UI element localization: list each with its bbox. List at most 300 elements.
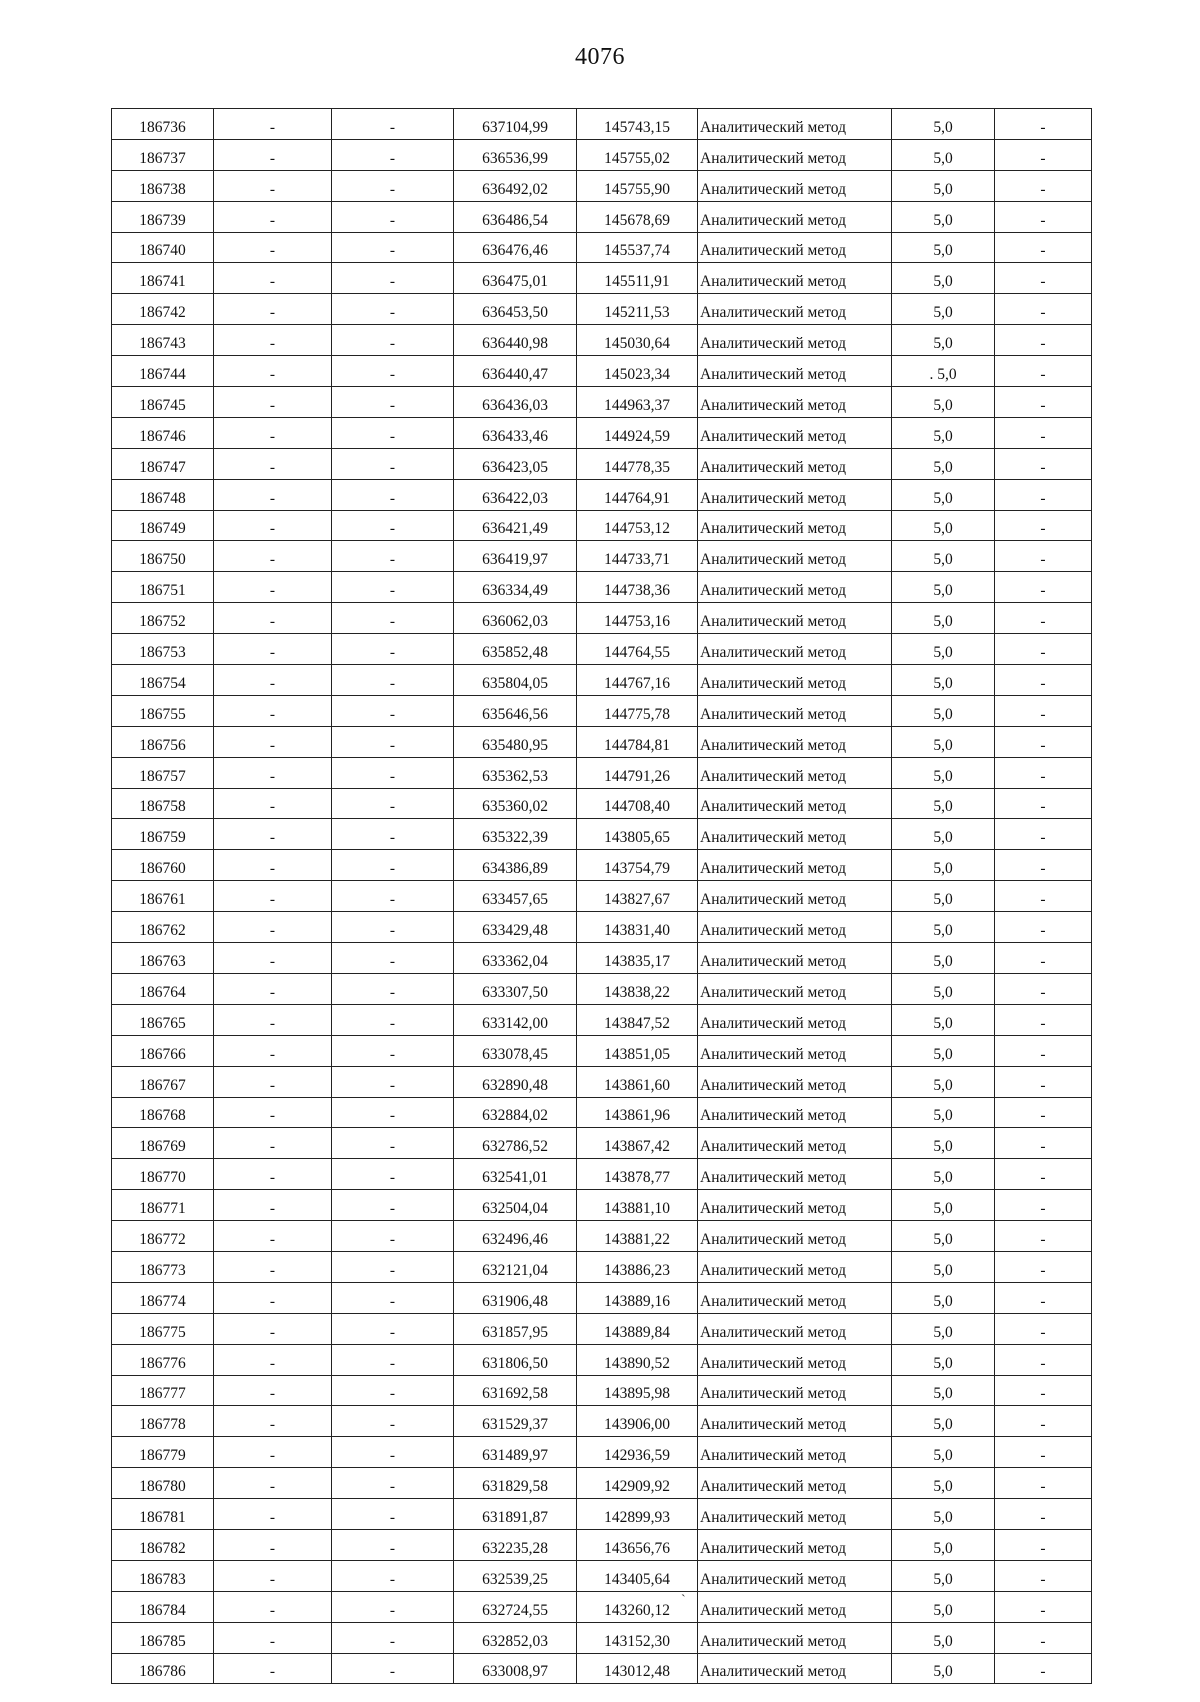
table-row bbox=[112, 201, 1092, 232]
method-cell: Аналитический метод bbox=[698, 788, 892, 819]
method-cell: Аналитический метод bbox=[698, 912, 892, 943]
empty-value-cell: - bbox=[214, 263, 332, 294]
point-id-cell: 186768 bbox=[112, 1097, 214, 1128]
method-cell: Аналитический метод bbox=[698, 757, 892, 788]
empty-value-cell: - bbox=[214, 973, 332, 1004]
x-coordinate-cell: 633078,45 bbox=[454, 1035, 577, 1066]
empty-value-cell: - bbox=[332, 1035, 454, 1066]
x-coordinate-cell: 632852,03 bbox=[454, 1622, 577, 1653]
method-cell: Аналитический метод bbox=[698, 109, 892, 140]
x-coordinate-cell: 634386,89 bbox=[454, 850, 577, 881]
table-row bbox=[112, 1128, 1092, 1159]
empty-value-cell: - bbox=[214, 510, 332, 541]
table-row bbox=[112, 1406, 1092, 1437]
y-coordinate-cell: 143906,00 bbox=[577, 1406, 698, 1437]
table-row bbox=[112, 1004, 1092, 1035]
empty-value-cell: - bbox=[995, 695, 1092, 726]
empty-value-cell: - bbox=[995, 294, 1092, 325]
empty-value-cell: - bbox=[214, 448, 332, 479]
point-id-cell: 186771 bbox=[112, 1190, 214, 1221]
point-id-cell: 186763 bbox=[112, 943, 214, 974]
table-body bbox=[112, 109, 1092, 1684]
empty-value-cell: - bbox=[214, 1282, 332, 1313]
point-id-cell: 186786 bbox=[112, 1653, 214, 1684]
stray-mark: ` bbox=[681, 1593, 686, 1608]
table-row bbox=[112, 1437, 1092, 1468]
method-cell: Аналитический метод bbox=[698, 263, 892, 294]
y-coordinate-cell: 143881,22 bbox=[577, 1221, 698, 1252]
method-cell: Аналитический метод bbox=[698, 1282, 892, 1313]
accuracy-cell: 5,0 bbox=[892, 634, 995, 665]
table-row bbox=[112, 572, 1092, 603]
empty-value-cell: - bbox=[995, 1375, 1092, 1406]
empty-value-cell: - bbox=[332, 1221, 454, 1252]
table-row bbox=[112, 109, 1092, 140]
x-coordinate-cell: 633142,00 bbox=[454, 1004, 577, 1035]
table-row bbox=[112, 263, 1092, 294]
empty-value-cell: - bbox=[995, 1159, 1092, 1190]
empty-value-cell: - bbox=[214, 417, 332, 448]
empty-value-cell: - bbox=[995, 665, 1092, 696]
method-cell: Аналитический метод bbox=[698, 850, 892, 881]
empty-value-cell: - bbox=[332, 448, 454, 479]
accuracy-cell: . 5,0 bbox=[892, 356, 995, 387]
y-coordinate-cell: 143827,67 bbox=[577, 881, 698, 912]
x-coordinate-cell: 635852,48 bbox=[454, 634, 577, 665]
table-row bbox=[112, 1344, 1092, 1375]
point-id-cell: 186781 bbox=[112, 1499, 214, 1530]
y-coordinate-cell: 143861,60 bbox=[577, 1066, 698, 1097]
point-id-cell: 186739 bbox=[112, 201, 214, 232]
accuracy-cell: 5,0 bbox=[892, 1344, 995, 1375]
accuracy-cell: 5,0 bbox=[892, 1159, 995, 1190]
empty-value-cell: - bbox=[214, 109, 332, 140]
y-coordinate-cell: 145537,74 bbox=[577, 232, 698, 263]
empty-value-cell: - bbox=[995, 1529, 1092, 1560]
table-row bbox=[112, 1653, 1092, 1684]
table-row bbox=[112, 819, 1092, 850]
method-cell: Аналитический метод bbox=[698, 294, 892, 325]
empty-value-cell: - bbox=[214, 479, 332, 510]
y-coordinate-cell: 143867,42 bbox=[577, 1128, 698, 1159]
accuracy-cell: 5,0 bbox=[892, 943, 995, 974]
x-coordinate-cell: 632121,04 bbox=[454, 1251, 577, 1282]
x-coordinate-cell: 636436,03 bbox=[454, 387, 577, 418]
method-cell: Аналитический метод bbox=[698, 1406, 892, 1437]
x-coordinate-cell: 632235,28 bbox=[454, 1529, 577, 1560]
empty-value-cell: - bbox=[332, 881, 454, 912]
method-cell: Аналитический метод bbox=[698, 1344, 892, 1375]
x-coordinate-cell: 636475,01 bbox=[454, 263, 577, 294]
empty-value-cell: - bbox=[332, 387, 454, 418]
empty-value-cell: - bbox=[214, 170, 332, 201]
method-cell: Аналитический метод bbox=[698, 1468, 892, 1499]
y-coordinate-cell: 143152,30 bbox=[577, 1622, 698, 1653]
point-id-cell: 186772 bbox=[112, 1221, 214, 1252]
y-coordinate-cell: 144753,16 bbox=[577, 603, 698, 634]
table-row bbox=[112, 510, 1092, 541]
point-id-cell: 186779 bbox=[112, 1437, 214, 1468]
empty-value-cell: - bbox=[995, 325, 1092, 356]
empty-value-cell: - bbox=[995, 387, 1092, 418]
table-row bbox=[112, 448, 1092, 479]
y-coordinate-cell: 145511,91 bbox=[577, 263, 698, 294]
empty-value-cell: - bbox=[214, 850, 332, 881]
empty-value-cell: - bbox=[214, 1591, 332, 1622]
empty-value-cell: - bbox=[332, 695, 454, 726]
accuracy-cell: 5,0 bbox=[892, 1560, 995, 1591]
y-coordinate-cell: 145023,34 bbox=[577, 356, 698, 387]
empty-value-cell: - bbox=[995, 912, 1092, 943]
empty-value-cell: - bbox=[332, 757, 454, 788]
empty-value-cell: - bbox=[214, 1313, 332, 1344]
method-cell: Аналитический метод bbox=[698, 1097, 892, 1128]
x-coordinate-cell: 635804,05 bbox=[454, 665, 577, 696]
empty-value-cell: - bbox=[332, 1344, 454, 1375]
accuracy-cell: 5,0 bbox=[892, 665, 995, 696]
empty-value-cell: - bbox=[214, 1344, 332, 1375]
empty-value-cell: - bbox=[332, 263, 454, 294]
x-coordinate-cell: 633429,48 bbox=[454, 912, 577, 943]
empty-value-cell: - bbox=[214, 788, 332, 819]
y-coordinate-cell: 145755,02 bbox=[577, 139, 698, 170]
point-id-cell: 186777 bbox=[112, 1375, 214, 1406]
table-row bbox=[112, 1313, 1092, 1344]
point-id-cell: 186778 bbox=[112, 1406, 214, 1437]
accuracy-cell: 5,0 bbox=[892, 232, 995, 263]
empty-value-cell: - bbox=[332, 201, 454, 232]
point-id-cell: 186737 bbox=[112, 139, 214, 170]
accuracy-cell: 5,0 bbox=[892, 294, 995, 325]
method-cell: Аналитический метод bbox=[698, 1560, 892, 1591]
y-coordinate-cell: 143886,23 bbox=[577, 1251, 698, 1282]
table-row bbox=[112, 1375, 1092, 1406]
x-coordinate-cell: 636062,03 bbox=[454, 603, 577, 634]
empty-value-cell: - bbox=[332, 634, 454, 665]
accuracy-cell: 5,0 bbox=[892, 1437, 995, 1468]
y-coordinate-cell: 143405,64 bbox=[577, 1560, 698, 1591]
x-coordinate-cell: 631857,95 bbox=[454, 1313, 577, 1344]
accuracy-cell: 5,0 bbox=[892, 1190, 995, 1221]
empty-value-cell: - bbox=[332, 1128, 454, 1159]
empty-value-cell: - bbox=[995, 510, 1092, 541]
point-id-cell: 186748 bbox=[112, 479, 214, 510]
method-cell: Аналитический метод bbox=[698, 881, 892, 912]
empty-value-cell: - bbox=[332, 294, 454, 325]
point-id-cell: 186765 bbox=[112, 1004, 214, 1035]
empty-value-cell: - bbox=[995, 943, 1092, 974]
empty-value-cell: - bbox=[214, 1622, 332, 1653]
empty-value-cell: - bbox=[995, 479, 1092, 510]
empty-value-cell: - bbox=[332, 572, 454, 603]
table-row bbox=[112, 912, 1092, 943]
point-id-cell: 186773 bbox=[112, 1251, 214, 1282]
point-id-cell: 186742 bbox=[112, 294, 214, 325]
point-id-cell: 186752 bbox=[112, 603, 214, 634]
accuracy-cell: 5,0 bbox=[892, 819, 995, 850]
empty-value-cell: - bbox=[332, 170, 454, 201]
method-cell: Аналитический метод bbox=[698, 170, 892, 201]
empty-value-cell: - bbox=[214, 325, 332, 356]
x-coordinate-cell: 631692,58 bbox=[454, 1375, 577, 1406]
method-cell: Аналитический метод bbox=[698, 448, 892, 479]
x-coordinate-cell: 636453,50 bbox=[454, 294, 577, 325]
empty-value-cell: - bbox=[995, 819, 1092, 850]
point-id-cell: 186760 bbox=[112, 850, 214, 881]
x-coordinate-cell: 631891,87 bbox=[454, 1499, 577, 1530]
empty-value-cell: - bbox=[214, 572, 332, 603]
accuracy-cell: 5,0 bbox=[892, 325, 995, 356]
table-row bbox=[112, 1097, 1092, 1128]
empty-value-cell: - bbox=[214, 387, 332, 418]
method-cell: Аналитический метод bbox=[698, 232, 892, 263]
x-coordinate-cell: 632884,02 bbox=[454, 1097, 577, 1128]
x-coordinate-cell: 635322,39 bbox=[454, 819, 577, 850]
x-coordinate-cell: 635646,56 bbox=[454, 695, 577, 726]
empty-value-cell: - bbox=[332, 139, 454, 170]
point-id-cell: 186740 bbox=[112, 232, 214, 263]
empty-value-cell: - bbox=[214, 1529, 332, 1560]
table-row bbox=[112, 1622, 1092, 1653]
y-coordinate-cell: 143805,65 bbox=[577, 819, 698, 850]
x-coordinate-cell: 636419,97 bbox=[454, 541, 577, 572]
table-row bbox=[112, 294, 1092, 325]
x-coordinate-cell: 635360,02 bbox=[454, 788, 577, 819]
empty-value-cell: - bbox=[995, 1128, 1092, 1159]
accuracy-cell: 5,0 bbox=[892, 850, 995, 881]
accuracy-cell: 5,0 bbox=[892, 1004, 995, 1035]
empty-value-cell: - bbox=[214, 1468, 332, 1499]
accuracy-cell: 5,0 bbox=[892, 757, 995, 788]
method-cell: Аналитический метод bbox=[698, 479, 892, 510]
y-coordinate-cell: 145755,90 bbox=[577, 170, 698, 201]
method-cell: Аналитический метод bbox=[698, 1159, 892, 1190]
y-coordinate-cell: 143012,48 bbox=[577, 1653, 698, 1684]
empty-value-cell: - bbox=[332, 1529, 454, 1560]
empty-value-cell: - bbox=[995, 1653, 1092, 1684]
method-cell: Аналитический метод bbox=[698, 1251, 892, 1282]
table-row bbox=[112, 325, 1092, 356]
point-id-cell: 186756 bbox=[112, 726, 214, 757]
y-coordinate-cell: 142899,93 bbox=[577, 1499, 698, 1530]
empty-value-cell: - bbox=[995, 1190, 1092, 1221]
accuracy-cell: 5,0 bbox=[892, 448, 995, 479]
empty-value-cell: - bbox=[214, 1437, 332, 1468]
x-coordinate-cell: 636334,49 bbox=[454, 572, 577, 603]
method-cell: Аналитический метод bbox=[698, 1529, 892, 1560]
table-row bbox=[112, 541, 1092, 572]
table-row bbox=[112, 1560, 1092, 1591]
method-cell: Аналитический метод bbox=[698, 665, 892, 696]
method-cell: Аналитический метод bbox=[698, 726, 892, 757]
point-id-cell: 186774 bbox=[112, 1282, 214, 1313]
accuracy-cell: 5,0 bbox=[892, 139, 995, 170]
accuracy-cell: 5,0 bbox=[892, 912, 995, 943]
point-id-cell: 186783 bbox=[112, 1560, 214, 1591]
y-coordinate-cell: 145211,53 bbox=[577, 294, 698, 325]
empty-value-cell: - bbox=[995, 1560, 1092, 1591]
empty-value-cell: - bbox=[995, 1622, 1092, 1653]
empty-value-cell: - bbox=[332, 109, 454, 140]
empty-value-cell: - bbox=[332, 603, 454, 634]
x-coordinate-cell: 635362,53 bbox=[454, 757, 577, 788]
accuracy-cell: 5,0 bbox=[892, 1221, 995, 1252]
empty-value-cell: - bbox=[332, 1653, 454, 1684]
empty-value-cell: - bbox=[214, 1499, 332, 1530]
method-cell: Аналитический метод bbox=[698, 1375, 892, 1406]
table-row bbox=[112, 1035, 1092, 1066]
empty-value-cell: - bbox=[995, 1004, 1092, 1035]
table-row bbox=[112, 232, 1092, 263]
x-coordinate-cell: 636440,98 bbox=[454, 325, 577, 356]
empty-value-cell: - bbox=[995, 541, 1092, 572]
x-coordinate-cell: 637104,99 bbox=[454, 109, 577, 140]
empty-value-cell: - bbox=[332, 232, 454, 263]
accuracy-cell: 5,0 bbox=[892, 1035, 995, 1066]
y-coordinate-cell: 143889,16 bbox=[577, 1282, 698, 1313]
y-coordinate-cell: 143851,05 bbox=[577, 1035, 698, 1066]
x-coordinate-cell: 631489,97 bbox=[454, 1437, 577, 1468]
empty-value-cell: - bbox=[214, 634, 332, 665]
point-id-cell: 186759 bbox=[112, 819, 214, 850]
table-row bbox=[112, 1282, 1092, 1313]
point-id-cell: 186751 bbox=[112, 572, 214, 603]
point-id-cell: 186776 bbox=[112, 1344, 214, 1375]
point-id-cell: 186743 bbox=[112, 325, 214, 356]
empty-value-cell: - bbox=[332, 1622, 454, 1653]
y-coordinate-cell: 144791,26 bbox=[577, 757, 698, 788]
accuracy-cell: 5,0 bbox=[892, 603, 995, 634]
empty-value-cell: - bbox=[995, 850, 1092, 881]
y-coordinate-cell: 144764,55 bbox=[577, 634, 698, 665]
point-id-cell: 186753 bbox=[112, 634, 214, 665]
empty-value-cell: - bbox=[995, 417, 1092, 448]
empty-value-cell: - bbox=[332, 1282, 454, 1313]
method-cell: Аналитический метод bbox=[698, 541, 892, 572]
point-id-cell: 186755 bbox=[112, 695, 214, 726]
accuracy-cell: 5,0 bbox=[892, 1468, 995, 1499]
accuracy-cell: 5,0 bbox=[892, 1282, 995, 1313]
accuracy-cell: 5,0 bbox=[892, 1375, 995, 1406]
y-coordinate-cell: 143656,76 bbox=[577, 1529, 698, 1560]
table-row bbox=[112, 881, 1092, 912]
empty-value-cell: - bbox=[332, 726, 454, 757]
y-coordinate-cell: 143838,22 bbox=[577, 973, 698, 1004]
x-coordinate-cell: 633307,50 bbox=[454, 973, 577, 1004]
y-coordinate-cell: 143881,10 bbox=[577, 1190, 698, 1221]
coordinates-table bbox=[111, 108, 1092, 1684]
empty-value-cell: - bbox=[214, 201, 332, 232]
point-id-cell: 186757 bbox=[112, 757, 214, 788]
y-coordinate-cell: 144784,81 bbox=[577, 726, 698, 757]
empty-value-cell: - bbox=[332, 1591, 454, 1622]
x-coordinate-cell: 633362,04 bbox=[454, 943, 577, 974]
x-coordinate-cell: 632890,48 bbox=[454, 1066, 577, 1097]
method-cell: Аналитический метод bbox=[698, 1221, 892, 1252]
accuracy-cell: 5,0 bbox=[892, 201, 995, 232]
empty-value-cell: - bbox=[332, 912, 454, 943]
empty-value-cell: - bbox=[332, 510, 454, 541]
empty-value-cell: - bbox=[995, 1066, 1092, 1097]
empty-value-cell: - bbox=[995, 973, 1092, 1004]
empty-value-cell: - bbox=[995, 1344, 1092, 1375]
y-coordinate-cell: 143831,40 bbox=[577, 912, 698, 943]
empty-value-cell: - bbox=[214, 1066, 332, 1097]
empty-value-cell: - bbox=[214, 1406, 332, 1437]
empty-value-cell: - bbox=[214, 1560, 332, 1591]
y-coordinate-cell: 143890,52 bbox=[577, 1344, 698, 1375]
method-cell: Аналитический метод bbox=[698, 1622, 892, 1653]
x-coordinate-cell: 636421,49 bbox=[454, 510, 577, 541]
empty-value-cell: - bbox=[214, 603, 332, 634]
empty-value-cell: - bbox=[214, 943, 332, 974]
accuracy-cell: 5,0 bbox=[892, 695, 995, 726]
empty-value-cell: - bbox=[332, 1499, 454, 1530]
table-row bbox=[112, 1190, 1092, 1221]
y-coordinate-cell: 142936,59 bbox=[577, 1437, 698, 1468]
method-cell: Аналитический метод bbox=[698, 695, 892, 726]
point-id-cell: 186736 bbox=[112, 109, 214, 140]
method-cell: Аналитический метод bbox=[698, 201, 892, 232]
empty-value-cell: - bbox=[332, 1066, 454, 1097]
empty-value-cell: - bbox=[995, 263, 1092, 294]
x-coordinate-cell: 632541,01 bbox=[454, 1159, 577, 1190]
table-row bbox=[112, 479, 1092, 510]
empty-value-cell: - bbox=[332, 1437, 454, 1468]
empty-value-cell: - bbox=[995, 448, 1092, 479]
y-coordinate-cell: 144708,40 bbox=[577, 788, 698, 819]
empty-value-cell: - bbox=[995, 139, 1092, 170]
x-coordinate-cell: 636476,46 bbox=[454, 232, 577, 263]
empty-value-cell: - bbox=[214, 912, 332, 943]
y-coordinate-cell: 144733,71 bbox=[577, 541, 698, 572]
y-coordinate-cell: 144775,78 bbox=[577, 695, 698, 726]
point-id-cell: 186761 bbox=[112, 881, 214, 912]
table-row bbox=[112, 757, 1092, 788]
empty-value-cell: - bbox=[332, 1560, 454, 1591]
table-row bbox=[112, 1066, 1092, 1097]
empty-value-cell: - bbox=[214, 1653, 332, 1684]
empty-value-cell: - bbox=[332, 1251, 454, 1282]
x-coordinate-cell: 633457,65 bbox=[454, 881, 577, 912]
method-cell: Аналитический метод bbox=[698, 634, 892, 665]
empty-value-cell: - bbox=[332, 1313, 454, 1344]
x-coordinate-cell: 631906,48 bbox=[454, 1282, 577, 1313]
accuracy-cell: 5,0 bbox=[892, 1066, 995, 1097]
accuracy-cell: 5,0 bbox=[892, 726, 995, 757]
empty-value-cell: - bbox=[214, 1251, 332, 1282]
empty-value-cell: - bbox=[995, 881, 1092, 912]
table-row bbox=[112, 850, 1092, 881]
table-row bbox=[112, 973, 1092, 1004]
empty-value-cell: - bbox=[332, 1375, 454, 1406]
point-id-cell: 186775 bbox=[112, 1313, 214, 1344]
y-coordinate-cell: 143835,17 bbox=[577, 943, 698, 974]
x-coordinate-cell: 632496,46 bbox=[454, 1221, 577, 1252]
point-id-cell: 186782 bbox=[112, 1529, 214, 1560]
point-id-cell: 186758 bbox=[112, 788, 214, 819]
table-row bbox=[112, 139, 1092, 170]
empty-value-cell: - bbox=[332, 1190, 454, 1221]
empty-value-cell: - bbox=[214, 819, 332, 850]
method-cell: Аналитический метод bbox=[698, 1004, 892, 1035]
empty-value-cell: - bbox=[332, 665, 454, 696]
point-id-cell: 186780 bbox=[112, 1468, 214, 1499]
y-coordinate-cell: 143861,96 bbox=[577, 1097, 698, 1128]
accuracy-cell: 5,0 bbox=[892, 263, 995, 294]
method-cell: Аналитический метод bbox=[698, 1066, 892, 1097]
accuracy-cell: 5,0 bbox=[892, 1406, 995, 1437]
